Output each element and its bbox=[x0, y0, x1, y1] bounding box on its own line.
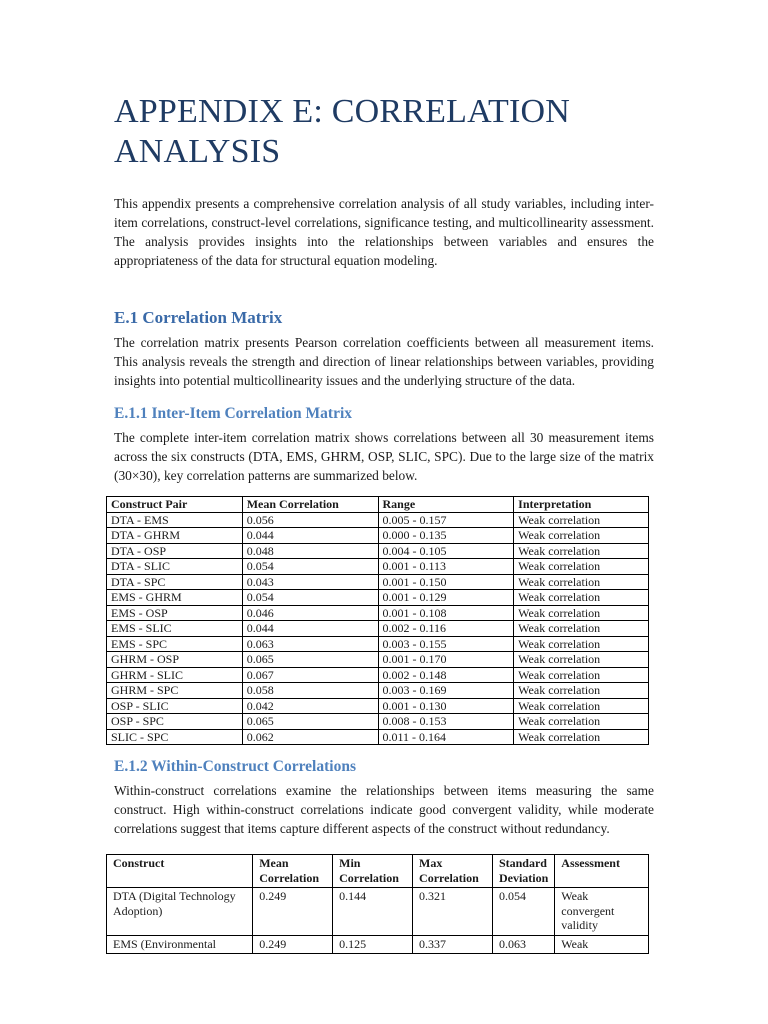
table-cell: 0.001 - 0.130 bbox=[378, 698, 514, 714]
table-row bbox=[107, 888, 649, 936]
table-header-row bbox=[107, 497, 649, 513]
table-cell: SLIC - SPC bbox=[107, 729, 243, 745]
table-cell: Weak correlation bbox=[514, 512, 649, 528]
table-cell: 0.001 - 0.108 bbox=[378, 605, 514, 621]
table-cell: 0.005 - 0.157 bbox=[378, 512, 514, 528]
table-cell: DTA (Digital Technology Adoption) bbox=[107, 888, 253, 936]
table-row bbox=[107, 621, 649, 637]
table-cell: OSP - SPC bbox=[107, 714, 243, 730]
table-cell: 0.144 bbox=[333, 888, 413, 936]
intro-paragraph: This appendix presents a comprehensive correlation analysis of all study variables, including inter-item correlations, construct-level correlations, significance testing, and multicollinearity assessment. The analysis provides insights into the relationships between variables and ensures the appropriateness of the data for structural equation modeling. bbox=[114, 196, 654, 268]
table-cell: Weak correlation bbox=[514, 559, 649, 575]
table-cell: 0.058 bbox=[242, 683, 378, 699]
table-row bbox=[107, 528, 649, 544]
table-cell: 0.067 bbox=[242, 667, 378, 683]
table-cell: 0.048 bbox=[242, 543, 378, 559]
table-row bbox=[107, 543, 649, 559]
within-construct-table-body bbox=[107, 888, 649, 954]
table-cell: Weak convergent validity bbox=[555, 888, 649, 936]
document-page bbox=[111, 92, 654, 954]
table-cell: 0.044 bbox=[242, 528, 378, 544]
table-cell: 0.125 bbox=[333, 935, 413, 954]
column-header: Interpretation bbox=[514, 497, 649, 513]
table-cell: EMS - SLIC bbox=[107, 621, 243, 637]
table-row bbox=[107, 652, 649, 668]
table-cell: 0.001 - 0.113 bbox=[378, 559, 514, 575]
table-cell: 0.056 bbox=[242, 512, 378, 528]
table-cell: DTA - SLIC bbox=[107, 559, 243, 575]
table-cell: 0.003 - 0.169 bbox=[378, 683, 514, 699]
table-cell: 0.063 bbox=[492, 935, 554, 954]
inter-item-table-body bbox=[107, 512, 649, 745]
table-cell: 0.249 bbox=[253, 888, 333, 936]
table-cell: 0.249 bbox=[253, 935, 333, 954]
table-row bbox=[107, 683, 649, 699]
section-heading-e1: E.1 Correlation Matrix bbox=[114, 308, 283, 327]
table-cell: EMS - GHRM bbox=[107, 590, 243, 606]
table-cell: DTA - SPC bbox=[107, 574, 243, 590]
table-cell: Weak correlation bbox=[514, 729, 649, 745]
table-cell: 0.065 bbox=[242, 652, 378, 668]
section-e11-paragraph: The complete inter-item correlation matrix shows correlations between all 30 measurement items across the six constructs (DTA, EMS, GHRM, OSP, SLIC, SPC). Due to the large size of the matrix (30×30), key correlation patterns are summarized below. bbox=[114, 430, 654, 483]
table-cell: Weak correlation bbox=[514, 590, 649, 606]
table-cell: Weak correlation bbox=[514, 698, 649, 714]
table-cell: 0.042 bbox=[242, 698, 378, 714]
table-cell: Weak correlation bbox=[514, 636, 649, 652]
table-cell: EMS - SPC bbox=[107, 636, 243, 652]
column-header: Assessment bbox=[555, 855, 649, 888]
table-cell: 0.001 - 0.150 bbox=[378, 574, 514, 590]
table-cell: 0.001 - 0.129 bbox=[378, 590, 514, 606]
table-cell: Weak correlation bbox=[514, 543, 649, 559]
table-cell: 0.044 bbox=[242, 621, 378, 637]
table-cell: 0.321 bbox=[413, 888, 493, 936]
table-cell: Weak bbox=[555, 935, 649, 954]
table-cell: 0.054 bbox=[492, 888, 554, 936]
table-row bbox=[107, 935, 649, 954]
table-cell: 0.065 bbox=[242, 714, 378, 730]
table-cell: 0.046 bbox=[242, 605, 378, 621]
table-cell: 0.063 bbox=[242, 636, 378, 652]
table-cell: Weak correlation bbox=[514, 528, 649, 544]
table-cell: Weak correlation bbox=[514, 621, 649, 637]
table-cell: Weak correlation bbox=[514, 605, 649, 621]
table-cell: GHRM - OSP bbox=[107, 652, 243, 668]
table-row bbox=[107, 605, 649, 621]
table-cell: Weak correlation bbox=[514, 683, 649, 699]
table-row bbox=[107, 729, 649, 745]
table-cell: Weak correlation bbox=[514, 714, 649, 730]
table-row bbox=[107, 574, 649, 590]
table-cell: GHRM - SLIC bbox=[107, 667, 243, 683]
column-header: Standard Deviation bbox=[492, 855, 554, 888]
table-cell: DTA - EMS bbox=[107, 512, 243, 528]
table-cell: OSP - SLIC bbox=[107, 698, 243, 714]
table-cell: Weak correlation bbox=[514, 667, 649, 683]
table-cell: DTA - OSP bbox=[107, 543, 243, 559]
column-header: Construct bbox=[107, 855, 253, 888]
table-row bbox=[107, 636, 649, 652]
column-header: Mean Correlation bbox=[242, 497, 378, 513]
table-row bbox=[107, 559, 649, 575]
table-cell: EMS (Environmental bbox=[107, 935, 253, 954]
table-cell: GHRM - SPC bbox=[107, 683, 243, 699]
table-cell: EMS - OSP bbox=[107, 605, 243, 621]
table-cell: 0.062 bbox=[242, 729, 378, 745]
table-cell: 0.008 - 0.153 bbox=[378, 714, 514, 730]
section-heading-e11: E.1.1 Inter-Item Correlation Matrix bbox=[114, 405, 353, 422]
table-cell: 0.002 - 0.148 bbox=[378, 667, 514, 683]
table-row bbox=[107, 714, 649, 730]
table-cell: 0.001 - 0.170 bbox=[378, 652, 514, 668]
table-cell: 0.043 bbox=[242, 574, 378, 590]
table-row bbox=[107, 512, 649, 528]
table-cell: 0.011 - 0.164 bbox=[378, 729, 514, 745]
table-cell: 0.002 - 0.116 bbox=[378, 621, 514, 637]
section-e12-paragraph: Within-construct correlations examine the relationships between items measuring the same construct. High within-construct correlations indicate good convergent validity, while moderate correlations suggest that items capture different aspects of the construct without redundancy. bbox=[114, 783, 654, 836]
table-row bbox=[107, 667, 649, 683]
table-row bbox=[107, 698, 649, 714]
table-cell: 0.054 bbox=[242, 590, 378, 606]
within-construct-table bbox=[106, 854, 649, 954]
inter-item-correlation-table bbox=[106, 496, 649, 745]
table-cell: 0.000 - 0.135 bbox=[378, 528, 514, 544]
table-header-row bbox=[107, 855, 649, 888]
document-title: APPENDIX E: CORRELATION ANALYSIS bbox=[114, 93, 571, 170]
section-heading-e12: E.1.2 Within-Construct Correlations bbox=[114, 758, 356, 775]
table-cell: DTA - GHRM bbox=[107, 528, 243, 544]
section-e1-paragraph: The correlation matrix presents Pearson correlation coefficients between all measurement items. This analysis reveals the strength and direction of linear relationships between variables, providing insights into potential multicollinearity issues and the underlying structure of the data. bbox=[114, 335, 654, 388]
column-header: Min Correlation bbox=[333, 855, 413, 888]
table-cell: 0.337 bbox=[413, 935, 493, 954]
table-row bbox=[107, 590, 649, 606]
column-header: Range bbox=[378, 497, 514, 513]
table-cell: Weak correlation bbox=[514, 574, 649, 590]
table-cell: 0.003 - 0.155 bbox=[378, 636, 514, 652]
column-header: Max Correlation bbox=[413, 855, 493, 888]
table-cell: 0.054 bbox=[242, 559, 378, 575]
table-cell: Weak correlation bbox=[514, 652, 649, 668]
column-header: Mean Correlation bbox=[253, 855, 333, 888]
table-cell: 0.004 - 0.105 bbox=[378, 543, 514, 559]
column-header: Construct Pair bbox=[107, 497, 243, 513]
